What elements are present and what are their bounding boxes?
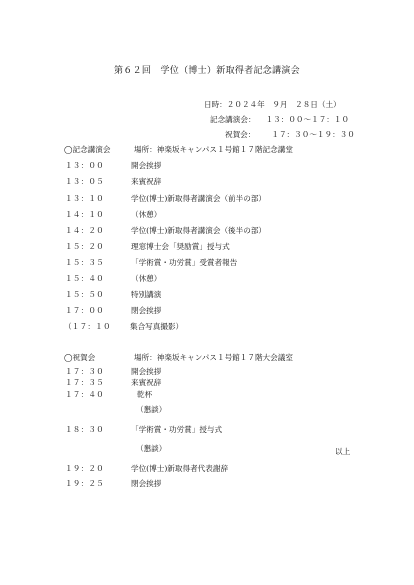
schedule-row bbox=[64, 190, 293, 206]
lecture-time-row bbox=[204, 112, 355, 127]
schedule-item: 乾杯 bbox=[137, 389, 153, 399]
schedule-item: 開会挨拶 bbox=[131, 161, 162, 171]
schedule-row bbox=[64, 440, 293, 460]
schedule-item: 集合写真撮影） bbox=[130, 322, 184, 332]
schedule-row bbox=[64, 206, 293, 222]
schedule-item: 特別講演 bbox=[131, 290, 162, 300]
date-row bbox=[204, 97, 355, 112]
lecture-section-header bbox=[64, 142, 293, 158]
schedule-time: １５：５０ bbox=[65, 290, 104, 300]
schedule-time: １７：３５ bbox=[65, 378, 104, 388]
schedule-row bbox=[64, 287, 293, 303]
date-value: ２０２４年 ９月 ２８日（土） bbox=[226, 99, 341, 109]
schedule-item: 開会挨拶 bbox=[131, 366, 162, 376]
schedule-time: １９：２５ bbox=[65, 479, 104, 489]
lecture-section-name: ◯記念講演会 bbox=[64, 145, 111, 155]
party-section-name: ◯祝賀会 bbox=[64, 353, 96, 363]
party-venue: 場所：神楽坂キャンパス１号館１７階大会議室 bbox=[134, 353, 293, 363]
lecture-time-value: １３：００～１７：１０ bbox=[265, 114, 350, 124]
schedule-time: １４：１０ bbox=[65, 209, 104, 219]
schedule-row bbox=[64, 389, 293, 401]
schedule-item: （休憩） bbox=[131, 274, 162, 283]
schedule-item: 理窓博士会「奨励賞」授与式 bbox=[131, 241, 230, 251]
schedule-time: １４：２０ bbox=[65, 225, 104, 235]
schedule-item: 学位(博士)新取得者講演会（前半の部） bbox=[131, 193, 267, 203]
schedule-row bbox=[64, 459, 293, 479]
schedule-time: １３：００ bbox=[65, 161, 104, 171]
schedule-row bbox=[64, 239, 293, 255]
schedule-row bbox=[64, 255, 293, 271]
schedule-item: 閉会挨拶 bbox=[131, 306, 162, 316]
party-section bbox=[64, 350, 293, 490]
schedule-time: １９：２０ bbox=[65, 463, 104, 473]
date-label: 日時： bbox=[204, 99, 227, 109]
schedule-row bbox=[64, 158, 293, 174]
schedule-item: 閉会挨拶 bbox=[131, 479, 162, 489]
schedule-time: １７：４０ bbox=[65, 389, 104, 399]
schedule-time: １３：１０ bbox=[65, 193, 104, 203]
schedule-item: 来賓祝辞 bbox=[131, 378, 162, 388]
schedule-time: １５：２０ bbox=[65, 241, 104, 251]
schedule-time: （１７：１０ bbox=[64, 322, 111, 332]
party-section-header bbox=[64, 350, 293, 366]
schedule-item: （懇談） bbox=[136, 405, 167, 415]
schedule-item: （懇談） bbox=[136, 444, 167, 454]
schedule-row bbox=[64, 378, 293, 390]
schedule-item: 学位(博士)新取得者講演会（後半の部） bbox=[131, 225, 267, 235]
lecture-venue: 場所：神楽坂キャンパス１号館１７階記念講堂 bbox=[134, 145, 293, 155]
schedule-item: （休憩） bbox=[131, 209, 162, 219]
party-time-value: １７：３０～１９：３０ bbox=[271, 129, 355, 139]
schedule-time: １３：０５ bbox=[65, 177, 104, 187]
schedule-time: １８：３０ bbox=[65, 424, 104, 434]
schedule-time: １５：３５ bbox=[65, 257, 104, 267]
document-title: 第６２回 学位（博士）新取得者記念講演会 bbox=[113, 66, 300, 76]
schedule-row bbox=[64, 174, 293, 190]
lecture-section bbox=[64, 142, 293, 335]
schedule-row bbox=[64, 303, 293, 319]
party-time-row bbox=[204, 127, 355, 142]
schedule-row bbox=[64, 479, 293, 491]
lecture-time-label: 記念講演会： bbox=[210, 114, 256, 124]
schedule-item: 「学術賞・功労賞」受賞者報告 bbox=[131, 257, 238, 267]
party-time-label: 祝賀会： bbox=[225, 129, 256, 139]
schedule-time: １７：３０ bbox=[65, 366, 104, 376]
schedule-item: 来賓祝辞 bbox=[131, 177, 162, 187]
schedule-item: 学位(博士)新取得者代表謝辞 bbox=[131, 463, 229, 473]
schedule-row bbox=[64, 366, 293, 378]
closing-mark: 以上 bbox=[335, 447, 351, 456]
event-meta bbox=[204, 97, 355, 142]
schedule-row bbox=[64, 401, 293, 421]
schedule-row bbox=[64, 420, 293, 440]
schedule-time: １７：００ bbox=[65, 306, 104, 316]
schedule-row bbox=[64, 319, 293, 335]
schedule-time: １５：４０ bbox=[65, 274, 104, 283]
schedule-row bbox=[64, 271, 293, 287]
schedule-row bbox=[64, 222, 293, 238]
schedule-item: 「学術賞・功労賞」授与式 bbox=[131, 424, 223, 434]
